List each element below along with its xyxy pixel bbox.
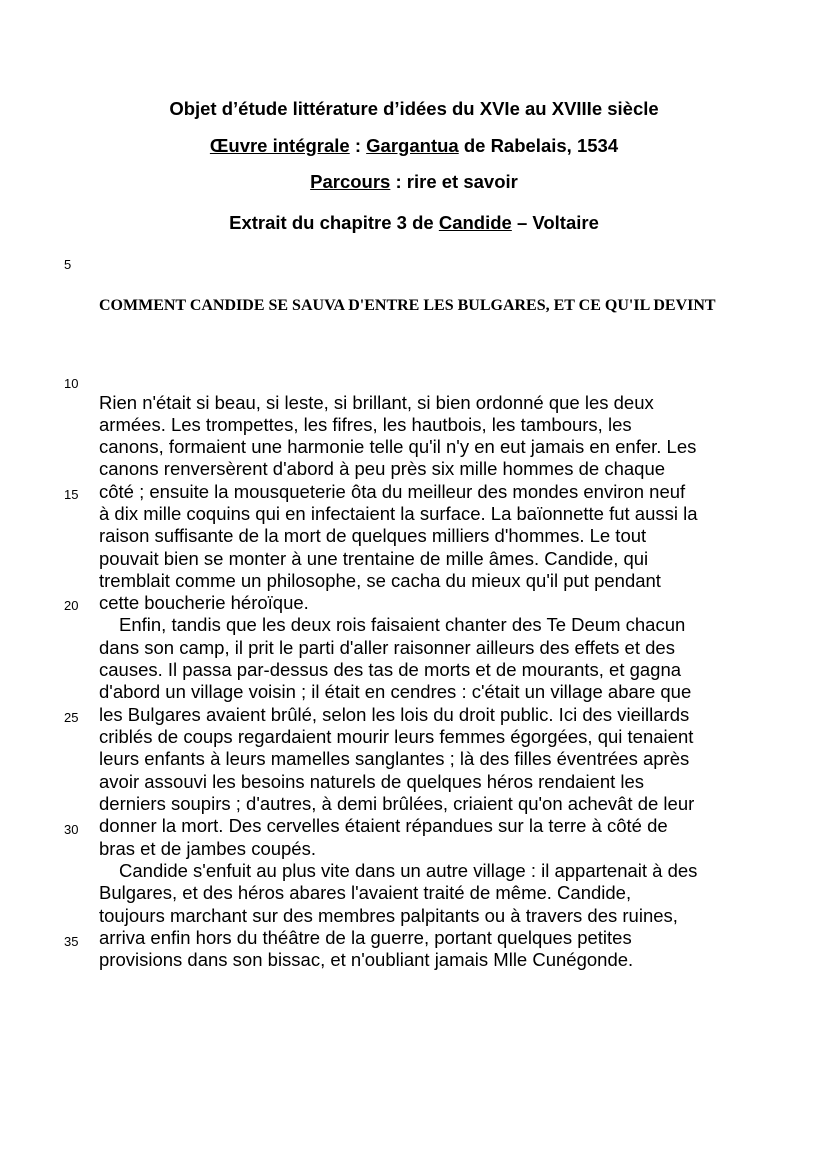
text-line: derniers soupirs ; d'autres, à demi brûlées, criaient qu'on achevât de leur — [99, 793, 695, 814]
text-line: cette boucherie héroïque. — [99, 592, 309, 613]
text-line: dans son camp, il prit le parti d'aller raisonner ailleurs des effets et des — [99, 637, 675, 658]
oeuvre-label: Œuvre intégrale — [209, 135, 350, 156]
text-line: tremblait comme un philosophe, se cacha du mieux qu'il put pendant — [99, 570, 661, 591]
line-number: 30 — [64, 822, 79, 837]
oeuvre-separator: : — [349, 135, 367, 156]
line-number: 35 — [64, 934, 79, 949]
text-line: à dix mille coquins qui en infectaient la surface. La baïonnette fut aussi la — [99, 503, 698, 524]
line-number: 20 — [64, 598, 79, 613]
text-line: leurs enfants à leurs mamelles sanglantes ; là des filles éventrées après — [99, 748, 690, 769]
oeuvre-integrale-heading — [0, 134, 828, 158]
text-line: raison suffisante de la mort de quelques milliers d'hommes. Le tout — [99, 525, 647, 546]
text-line: les Bulgares avaient brûlé, selon les lois du droit public. Ici des vieillards — [99, 704, 690, 725]
parcours-theme: : rire et savoir — [390, 171, 518, 192]
text-line: arriva enfin hors du théâtre de la guerre, portant quelques petites — [99, 927, 632, 948]
parcours-heading — [0, 170, 828, 194]
text-line: canons, formaient une harmonie telle qu'il n'y en eut jamais en enfer. Les — [99, 436, 697, 457]
extrait-prefix: Extrait du chapitre 3 de — [229, 212, 439, 233]
text-line: d'abord un village voisin ; il était en cendres : c'était un village abare que — [99, 681, 692, 702]
oeuvre-title: Gargantua — [366, 135, 459, 156]
text-line: Rien n'était si beau, si leste, si brillant, si bien ordonné que les deux — [99, 392, 654, 413]
extrait-title: Candide — [438, 212, 512, 233]
text-line: toujours marchant sur des membres palpitants ou à travers des ruines, — [99, 905, 678, 926]
text-line: criblés de coups regardaient mourir leurs femmes égorgées, qui tenaient — [99, 726, 694, 747]
text-line: bras et de jambes coupés. — [99, 838, 316, 859]
text-line: Bulgares, et des héros abares l'avaient traité de même. Candide, — [99, 882, 632, 903]
objet-etude-heading: Objet d’étude littérature d’idées du XVIe au XVIIIe siècle — [169, 98, 659, 119]
text-line: canons renversèrent d'abord à peu près six mille hommes de chaque — [99, 458, 666, 479]
text-line-paragraph-start: Candide s'enfuit au plus vite dans un autre village : il appartenait à des — [119, 860, 698, 881]
oeuvre-author-date: de Rabelais, 1534 — [458, 135, 619, 156]
chapter-title: COMMENT CANDIDE SE SAUVA D'ENTRE LES BULGARES, ET CE QU'IL DEVINT — [99, 297, 716, 314]
line-number: 25 — [64, 710, 79, 725]
text-line: provisions dans son bissac, et n'oubliant jamais Mlle Cunégonde. — [99, 949, 634, 970]
line-number: 15 — [64, 487, 79, 502]
line-number: 10 — [64, 376, 79, 391]
parcours-label: Parcours — [310, 171, 391, 192]
text-line: pouvait bien se monter à une trentaine de mille âmes. Candide, qui — [99, 548, 649, 569]
text-line: armées. Les trompettes, les fifres, les hautbois, les tambours, les — [99, 414, 632, 435]
text-line: donner la mort. Des cervelles étaient répandues sur la terre à côté de — [99, 815, 668, 836]
text-line: côté ; ensuite la mousqueterie ôta du meilleur des mondes environ neuf — [99, 481, 686, 502]
text-line: avoir assouvi les besoins naturels de quelques héros rendaient les — [99, 771, 645, 792]
text-line: causes. Il passa par-dessus des tas de morts et de mourants, et gagna — [99, 659, 682, 680]
extrait-suffix: – Voltaire — [511, 212, 599, 233]
extrait-heading — [0, 211, 828, 235]
text-line-paragraph-start: Enfin, tandis que les deux rois faisaient chanter des Te Deum chacun — [119, 614, 686, 635]
line-number: 5 — [64, 257, 72, 272]
